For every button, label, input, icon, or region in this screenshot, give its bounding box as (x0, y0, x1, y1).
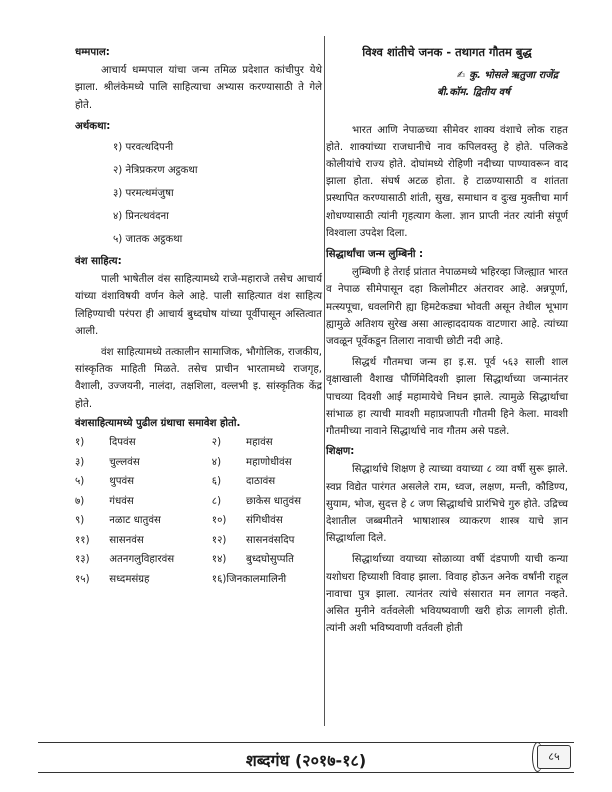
book-number: ४) (211, 456, 222, 468)
book-title: नळाट धातुवंस (109, 515, 161, 527)
book-number: ११) (75, 534, 90, 546)
book-number: ८) (211, 495, 222, 507)
book-number: ६) (211, 476, 222, 488)
list-item: १) परवत्थदिपनी (113, 142, 174, 154)
book-number: ९) (75, 515, 85, 527)
table-row (75, 550, 322, 570)
article-title: विश्व शांतीचे जनक - तथागत गौतम बुद्ध (362, 45, 532, 59)
book-title: गंधवंस (109, 495, 134, 507)
book-title: संगिधीवंस (246, 515, 283, 527)
table-row (75, 531, 322, 551)
list-item: ४) प्रिनत्थवंदना (113, 211, 169, 223)
section-heading-dhammapal: धम्मपाल: (75, 47, 110, 58)
table-row (75, 453, 322, 473)
book-title: सध्दमसंग्रह (109, 573, 150, 585)
list-item: ३) परमत्थमंजुषा (113, 188, 174, 200)
education-paragraph-2: सिद्धार्थाच्या वयाच्या सोळाव्या वर्षी दंडपाणी याची कन्या यशोधरा हिच्याशी विवाह झाला. विवाह होऊन अनेक वर्षांनी राहूल नावाचा पुत्र झाला. त्यानंतर त्यांचे संसारात मन लागत नव्हते. असित मुनीने वर्तवलेली भवियष्यवाणी खरी होऊ लागली होती. त्यांनी अशी भविष्यवाणी वर्तवली होती (326, 554, 568, 635)
book-number: १२) (211, 534, 227, 546)
page-number: ८५ (537, 745, 571, 769)
footer-rule-bottom (38, 772, 574, 773)
book-number: १४) (211, 554, 227, 566)
books-heading: वंशसाहित्यामध्ये पुढील ग्रंथाचा समावेश होतो. (75, 417, 241, 429)
book-title: चुल्लवंस (109, 456, 140, 468)
birth-paragraph-2: सिद्धर्थ गौतमचा जन्म हा इ.स. पूर्व ५६३ साली शाल वृक्षाखाली वैशाख पौर्णिमेदिवशी झाला सिद्धार्थाच्या जन्मानंतर पाचव्या दिवशी आई महामायेचे निधन झाले. त्यामुळे सिद्धार्थाचा सांभाळ हा त्याची मावशी महाप्रजापती गौतमी हिने केला. मावशी गौतमीच्या नावाने सिद्धार्थाचे नाव गौतम असे पडले. (326, 357, 568, 438)
table-row (75, 511, 322, 531)
vansh-paragraph-2: वंश साहित्यामध्ये तत्कालीन सामाजिक, भौगोलिक, राजकीय, सांस्कृतिक माहिती मिळते. तसेच प्राचीन भारतामध्ये राजगृह, वैशाली, उज्जयनी, नालंदा, तक्षशिला, वल्लभी इ. सांस्कृतिक केंद्र होते. (75, 347, 322, 410)
book-number: २) (211, 437, 222, 449)
book-number: १) (75, 437, 85, 449)
book-number: ३) (75, 456, 85, 468)
education-paragraph-1: सिद्धार्थाचे शिक्षण हे त्याच्या वयाच्या ८ व्या वर्षी सुरू झाले. स्वप्न विद्येत पारंगत असलेले राम, ध्वज, लक्षण, मन्ती, कौडिण्य, सुयाम, भोज, सुदत्त हे ८ जण सिद्धार्थाचे प्रारंभिचे गुरु होते. उद्रिच्च देशातील जब्बमीतने भाषाशास्त्र व्याकरण शास्त्र याचे ज्ञान सिद्धार्थाला दिले. (326, 464, 568, 545)
section-heading-vansh-sahitya: वंश साहित्य: (75, 256, 122, 268)
book-title: सासनवंस (109, 534, 144, 546)
books-table (75, 433, 322, 589)
birth-paragraph-1: लुम्बिणी हे तेराई प्रांतात नेपाळमध्ये भहिरव्हा जिल्ह्यात भारत व नेपाळ सीमेपासून दहा किलोमीटर अंतरावर आहे. अन्नपूर्णा, मत्स्यपूचा, धवलगिरी ह्या हिमटेकड्या भोवती असून तेथील भूभाग ह्यामुळे अतिशय सुरेख असा आल्हाददायक वाटणारा आहे. त्यांच्या जवळून पूर्वेकडून तिलारा नावाची छोटी नदी आहे. (326, 267, 568, 348)
column-divider (324, 36, 325, 726)
intro-paragraph: भारत आणि नेपाळच्या सीमेवर शाक्य वंशाचे लोक राहत होते. शाक्यांच्या राजधानीचे नाव कपिलवस्तु हे होते. पलिकडे कोलीयांचे राज्य होते. दोघांमध्ये रोहिणी नदीच्या पाण्यावरून वाद झाला होता. संघर्ष अटळ होता. हे टाळण्यासाठी व शांतता प्रस्थापित करण्यासाठी शांती, सुख, समाधान व दुःख मुक्तीचा मार्ग शोधण्यासाठी त्यांनी गृहत्याग केला. ज्ञान प्राप्ती नंतर त्यांनी संपूर्ण विश्वाला उपदेश दिला. (326, 124, 568, 239)
table-row (75, 472, 322, 492)
book-number: ५) (75, 476, 85, 488)
section-heading-birth: सिद्धार्थांचा जन्म लुम्बिनी : (326, 249, 424, 261)
table-row (75, 492, 322, 512)
list-item: २) नेत्रिप्रकरण अट्ठकथा (113, 165, 198, 177)
book-title: महाणोधीवंस (246, 456, 292, 468)
right-column (326, 42, 568, 638)
book-title: १६)जिनकालमालिनी (211, 573, 287, 585)
book-title: छाकेस धातुवंस (246, 495, 301, 507)
left-column (75, 42, 322, 589)
footer-rule-top (38, 742, 574, 743)
section-heading-education: शिक्षण: (326, 446, 355, 458)
book-title: थुपवंस (109, 476, 135, 488)
book-number: १३) (75, 554, 90, 566)
book-title: बुध्दघोसुप्पति (246, 554, 294, 566)
pen-icon: ✍ (456, 70, 466, 82)
book-title: महावंस (246, 437, 273, 449)
book-title: दाठावंस (246, 476, 276, 488)
table-row (75, 433, 322, 453)
section-heading-arthakatha: अर्थकथा: (75, 120, 111, 132)
dhammapal-paragraph: आचार्य धम्मपाल यांचा जन्म तमिळ प्रदेशात कांचीपुर येथे झाला. श्रीलंकेमध्ये पालि साहित्याचा अभ्यास करण्यासाठी ते गेले होते. (75, 65, 322, 111)
book-title: सासनवंसदिप (246, 534, 295, 546)
footer-title: शब्दगंध (२०१७-१८) (245, 751, 367, 770)
list-item: ५) जातक अट्ठकथा (113, 234, 183, 246)
book-number: ७) (75, 495, 85, 507)
author-line (326, 67, 568, 84)
arthakatha-list (75, 136, 322, 251)
book-title: दिपवंस (109, 437, 136, 449)
book-number: १०) (211, 515, 227, 527)
author-class: बी.कॉम. द्वितीय वर्ष (437, 87, 510, 99)
table-row (75, 570, 322, 590)
author-name: कु. भोसले ऋतुजा राजेंद्र (469, 70, 558, 82)
book-title: अतनगलुविहारवंस (109, 554, 175, 566)
book-number: १५) (75, 573, 90, 585)
vansh-paragraph-1: पाली भाषेतील वंस साहित्यामध्ये राजे-महाराजे तसेच आचार्य यांच्या वंशाविषयी वर्णन केले आहे. पाली साहित्यात वंश साहित्य लिहिण्याची परंपरा ही आचार्य बुध्दघोष यांच्या पूर्वीपासून अस्तित्वात आली. (75, 274, 322, 337)
